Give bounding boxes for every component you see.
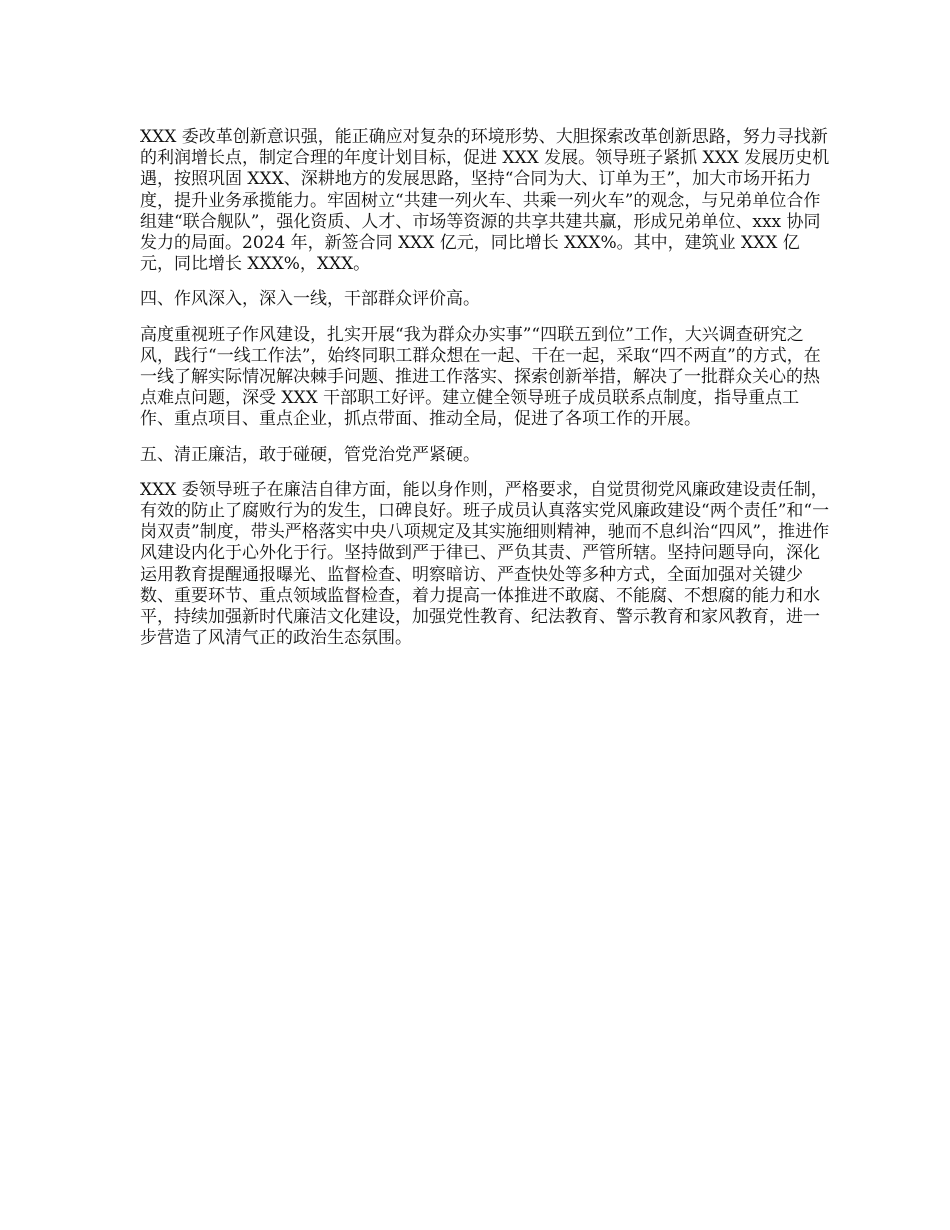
- paragraph-market-expansion: XXX 委改革创新意识强，能正确应对复杂的环境形势、大胆探索改革创新思路，努力寻找新的利润增长点，制定合理的年度计划目标，促进 XXX 发展。领导班子紧抓 XXX 发展历史机遇，按照巩固 XXX、深耕地方的发展思路，坚持“合同为大、订单为王”，加大市场开拓力度，提升业务承揽能力。牢固树立“共建一列火车、共乘一列火车”的观念，与兄弟单位合作组建“联合舰队”，强化资质、人才、市场等资源的共享共建共赢，形成兄弟单位、xxx 协同发力的局面。2024 年，新签合同 XXX 亿元，同比增长 XXX%。其中，建筑业 XXX 亿元，同比增长 XXX%，XXX。: [140, 127, 830, 275]
- paragraph-work-style: 高度重视班子作风建设，扎实开展“我为群众办实事”“四联五到位”工作，大兴调查研究之风，践行“一线工作法”，始终同职工群众想在一起、干在一起，采取“四不两直”的方式，在一线了解实际情况解决棘手问题、推进工作落实、探索创新举措，解决了一批群众关心的热点难点问题，深受 XXX 干部职工好评。建立健全领导班子成员联系点制度，指导重点工作、重点项目、重点企业，抓点带面、推动全局，促进了各项工作的开展。: [140, 324, 821, 430]
- section-heading-integrity: 五、清正廉洁，敢于碰硬，管党治党严紧硬。: [140, 444, 480, 465]
- paragraph-integrity: XXX 委领导班子在廉洁自律方面，能以身作则，严格要求，自觉贯彻党风廉政建设责任制，有效的防止了腐败行为的发生，口碑良好。班子成员认真落实党风廉政建设“两个责任”和“一岗双责”制度，带头严格落实中央八项规定及其实施细则精神，驰而不息纠治“四风”，推进作风建设内化于心外化于行。坚持做到严于律已、严负其责、严管所辖。坚持问题导向，深化运用教育提醒通报曝光、监督检查、明察暗访、严查快处等多种方式，全面加强对关键少数、重要环节、重点领域监督检查，着力提高一体推进不敢腐、不能腐、不想腐的能力和水平，持续加强新时代廉洁文化建设，加强党性教育、纪法教育、警示教育和家风教育，进一步营造了风清气正的政治生态氛围。: [140, 479, 830, 649]
- section-heading-work-style: 四、作风深入，深入一线，干部群众评价高。: [140, 289, 480, 310]
- document-body: [140, 127, 830, 663]
